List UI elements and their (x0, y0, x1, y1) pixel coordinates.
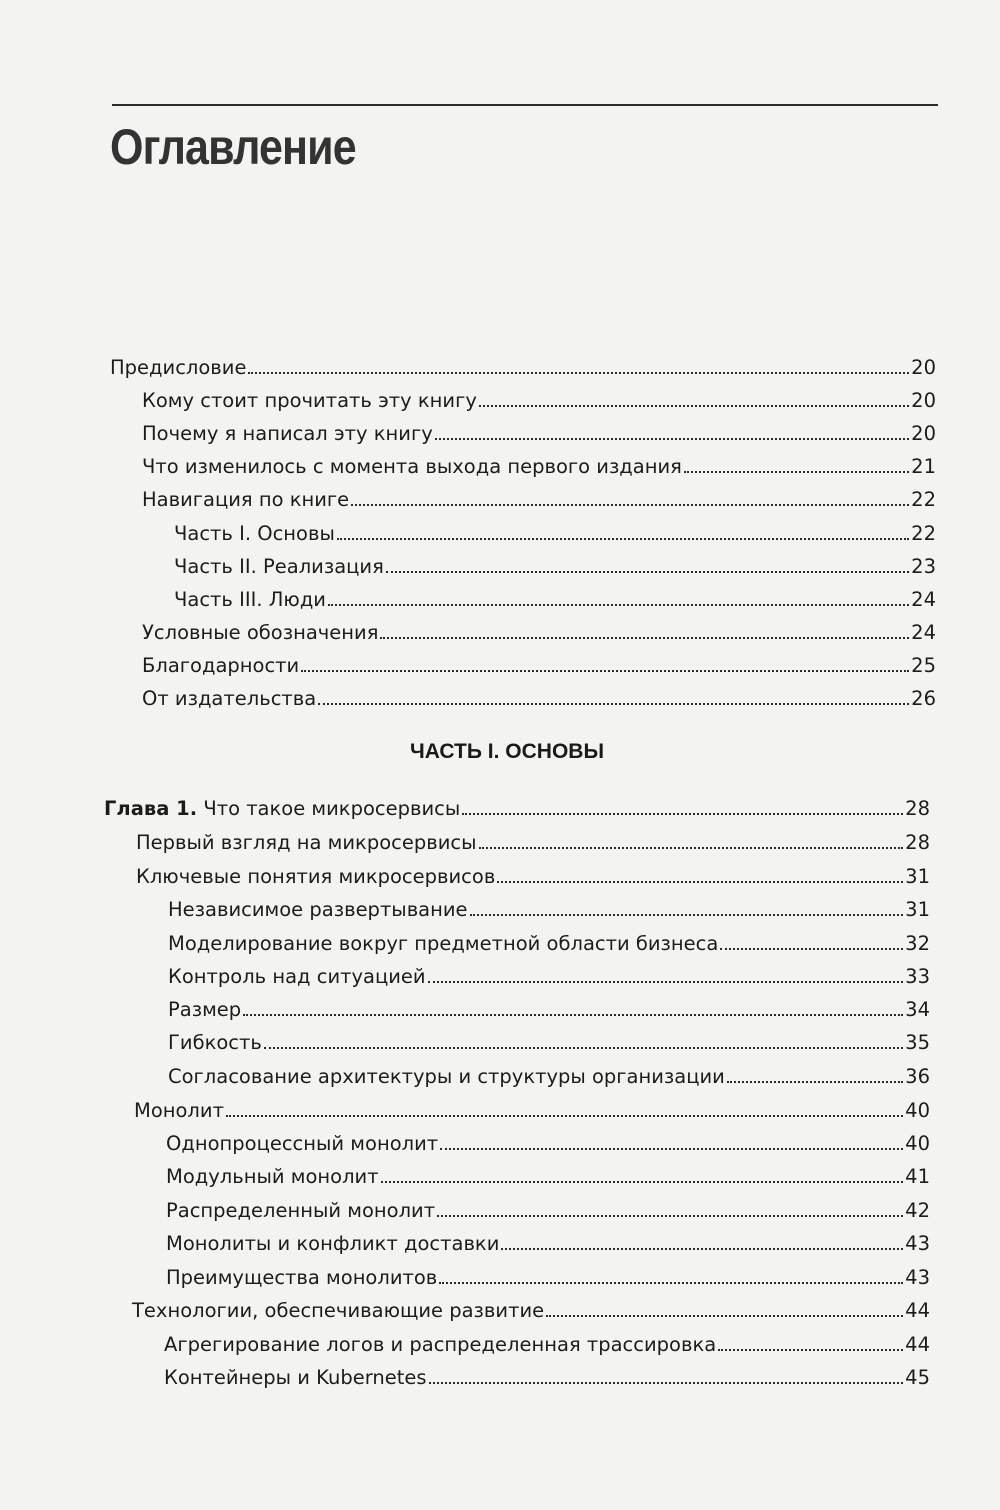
dot-leader (301, 670, 909, 672)
toc-entry (110, 345, 936, 377)
toc-entry-title: Часть I. Основы (174, 521, 335, 545)
toc-entry-title: Первый взгляд на микросервисы (136, 830, 477, 854)
toc-entry-title: Преимущества монолитов (166, 1265, 438, 1289)
toc-page-number: 45 (905, 1365, 930, 1389)
dot-leader (470, 914, 904, 916)
dot-leader (428, 981, 904, 983)
toc-entry (168, 987, 930, 1019)
dot-leader (437, 1215, 903, 1217)
toc-entry-title: Гибкость (168, 1030, 262, 1054)
toc-entry-title: Часть III. Люди (174, 587, 326, 611)
toc-page-number: 20 (911, 421, 936, 445)
part-heading: ЧАСТЬ I. ОСНОВЫ (410, 740, 605, 763)
toc-page-number: 43 (905, 1231, 930, 1255)
dot-leader (684, 471, 909, 473)
toc-page-number: 23 (911, 554, 936, 578)
dot-leader (435, 438, 909, 440)
toc-entry-title: Технологии, обеспечивающие развитие (132, 1298, 545, 1322)
toc-page-number: 28 (905, 796, 930, 820)
toc-entry (166, 1154, 930, 1186)
toc-chapter-entry (104, 786, 930, 818)
dot-leader (380, 637, 909, 639)
toc-page-number: 42 (905, 1198, 930, 1222)
dot-leader (226, 1115, 903, 1117)
toc-page-number: 31 (905, 864, 930, 888)
toc-page-number: 20 (911, 388, 936, 412)
top-rule (112, 104, 938, 106)
toc-entry (168, 1020, 930, 1052)
toc-entry (142, 477, 936, 509)
toc-page-number: 31 (905, 897, 930, 921)
toc-entry (142, 643, 936, 675)
dot-leader (318, 703, 909, 705)
toc-page-number: 20 (911, 355, 936, 379)
toc-entry-title: Навигация по книге (142, 487, 350, 511)
dot-leader (497, 881, 903, 883)
toc-entry-title: Контейнеры и Kubernetes (164, 1365, 427, 1389)
toc-entry-title: Согласование архитектуры и структуры организации (168, 1064, 725, 1088)
toc-page-number: 24 (911, 620, 936, 644)
toc-page-number: 40 (905, 1098, 930, 1122)
toc-page-number: 28 (905, 830, 930, 854)
toc-entry (166, 1188, 930, 1220)
toc-entry (174, 511, 936, 543)
toc-entry-title: Однопроцессный монолит (166, 1131, 439, 1155)
toc-page-number: 24 (911, 587, 936, 611)
toc-entry (132, 1288, 930, 1320)
toc-entry-title: Монолит (134, 1098, 224, 1122)
toc-entry-title: Часть II. Реализация (174, 554, 384, 578)
dot-leader (328, 604, 909, 606)
dot-leader (479, 405, 909, 407)
toc-entry (168, 1054, 930, 1086)
dot-leader (440, 1148, 903, 1150)
dot-leader (264, 1047, 903, 1049)
toc-page-number: 32 (905, 931, 930, 955)
chapter-title: Что такое микросервисы (203, 796, 461, 820)
toc-page-number: 21 (911, 454, 936, 478)
dot-leader (351, 504, 909, 506)
dot-leader (243, 1014, 903, 1016)
toc-page-number: 34 (905, 997, 930, 1021)
dot-leader (720, 948, 903, 950)
toc-entry-title: Монолиты и конфликт доставки (166, 1231, 500, 1255)
toc-entry (134, 1088, 930, 1120)
toc-entry (142, 444, 936, 476)
toc-page-number: 36 (905, 1064, 930, 1088)
dot-leader (439, 1282, 903, 1284)
toc-entry (164, 1322, 930, 1354)
dot-leader (381, 1181, 904, 1183)
toc-page-number: 22 (911, 487, 936, 511)
toc-entry (174, 544, 936, 576)
toc-entry-title: Распределенный монолит (166, 1198, 436, 1222)
toc-entry-title (104, 796, 461, 820)
toc-entry-title: Благодарности (142, 653, 300, 677)
toc-entry (166, 1121, 930, 1153)
toc-entry-title: От издательства (142, 686, 317, 710)
toc-entry (142, 378, 936, 410)
toc-page-number: 41 (905, 1164, 930, 1188)
toc-page-number: 33 (905, 964, 930, 988)
dot-leader (479, 847, 904, 849)
toc-entry-title: Агрегирование логов и распределенная трассировка (164, 1332, 717, 1356)
page-title: Оглавление (110, 119, 356, 175)
toc-entry-title: Контроль над ситуацией (168, 964, 426, 988)
toc-entry (142, 610, 936, 642)
toc-page-number: 43 (905, 1265, 930, 1289)
toc-entry (166, 1255, 930, 1287)
toc-entry-title: Почему я написал эту книгу (142, 421, 433, 445)
toc-entry (166, 1221, 930, 1253)
dot-leader (462, 813, 903, 815)
toc-entry (168, 921, 930, 953)
toc-page-number: 26 (911, 686, 936, 710)
toc-page-number: 44 (905, 1332, 930, 1356)
toc-entry-title: Моделирование вокруг предметной области бизнеса (168, 931, 719, 955)
toc-page-number: 44 (905, 1298, 930, 1322)
toc-entry (164, 1355, 930, 1387)
dot-leader (546, 1315, 903, 1317)
toc-entry (142, 676, 936, 708)
toc-page-number: 35 (905, 1030, 930, 1054)
toc-entry (174, 577, 936, 609)
dot-leader (429, 1382, 904, 1384)
dot-leader (337, 538, 909, 540)
dot-leader (386, 571, 909, 573)
chapter-label: Глава 1. (104, 796, 198, 820)
toc-entry (136, 854, 930, 886)
toc-page-number: 22 (911, 521, 936, 545)
toc-entry-title: Независимое развертывание (168, 897, 468, 921)
toc-entry (168, 954, 930, 986)
toc-entry (168, 887, 930, 919)
dot-leader (718, 1349, 903, 1351)
toc-entry-title: Кому стоит прочитать эту книгу (142, 388, 477, 412)
toc-entry (142, 411, 936, 443)
toc-entry-title: Ключевые понятия микросервисов (136, 864, 496, 888)
dot-leader (501, 1248, 903, 1250)
toc-entry-title: Что изменилось с момента выхода первого издания (142, 454, 682, 478)
toc-entry-title: Предисловие (110, 355, 247, 379)
toc-entry-title: Размер (168, 997, 242, 1021)
toc-entry-title: Модульный монолит (166, 1164, 379, 1188)
dot-leader (727, 1081, 903, 1083)
toc-entry (136, 820, 930, 852)
toc-page-number: 25 (911, 653, 936, 677)
dot-leader (248, 372, 909, 374)
toc-entry-title: Условные обозначения (142, 620, 379, 644)
toc-page-number: 40 (905, 1131, 930, 1155)
